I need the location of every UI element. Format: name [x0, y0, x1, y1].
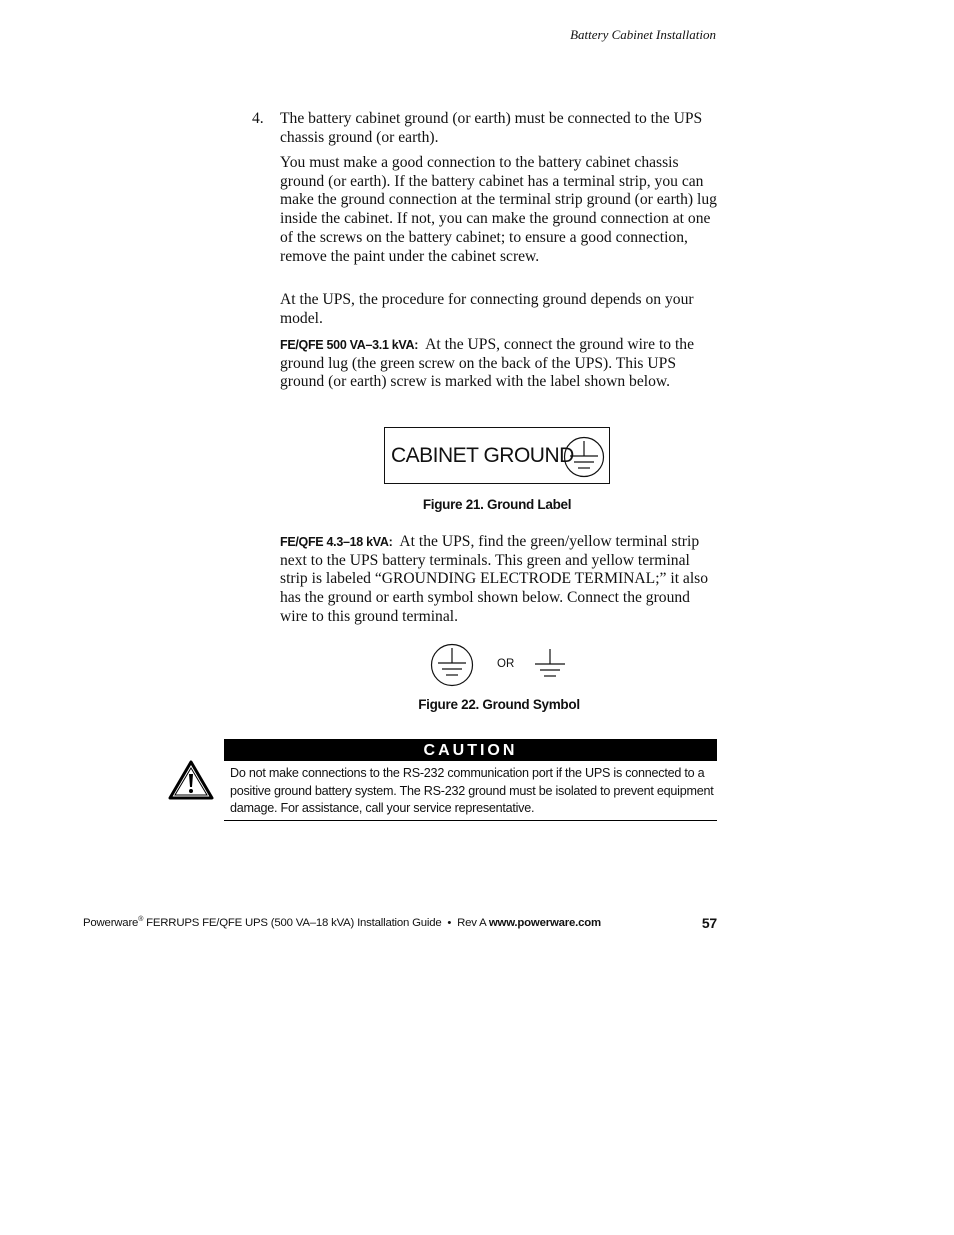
- page-number: 57: [701, 915, 717, 931]
- page-footer: [83, 916, 717, 929]
- paragraph-cabinet-ground: You must make a good connection to the battery cabinet chassis ground (or earth). If the battery cabinet has a terminal strip, you can make the ground connection at the terminal strip ground (or earth) lug inside the cabinet. If not, you can make the ground connection at one of the screws on the battery cabinet; to ensure a good connection, remove the paint under the cabinet screw.: [280, 154, 717, 265]
- running-header: Battery Cabinet Installation: [570, 27, 716, 42]
- model-text-500va: At the UPS, connect the ground wire to the ground lug (the green screw on the back of the UPS). This UPS ground (or earth) screw is marked with the label shown below.: [280, 336, 695, 391]
- ground-symbols: [430, 643, 570, 687]
- footer-brand: Powerware: [83, 916, 139, 929]
- caution-heading: CAUTION: [224, 739, 717, 761]
- step-text: The battery cabinet ground (or earth) must be connected to the UPS chassis ground (or earth).: [280, 110, 703, 146]
- earth-ground-icon: [533, 648, 567, 682]
- model-lead-4kva: FE/QFE 4.3–18 kVA:: [280, 535, 393, 549]
- cabinet-ground-label: [384, 427, 610, 484]
- protective-earth-icon: [430, 643, 474, 687]
- protective-earth-icon: [563, 436, 605, 478]
- step-number: 4.: [252, 110, 264, 127]
- warning-triangle-icon: [168, 760, 214, 800]
- registered-mark: ®: [138, 916, 144, 923]
- figure-22-caption: Figure 22. Ground Symbol: [418, 697, 580, 712]
- caution-text: Do not make connections to the RS-232 communication port if the UPS is connected to a positive ground battery system. The RS-232 ground must be isolated to prevent equipment damage. For assistance, call your service representative.: [230, 766, 714, 815]
- or-label: OR: [497, 658, 515, 670]
- footer-guide-title: FERRUPS FE/QFE UPS (500 VA–18 kVA) Installation Guide • Rev A: [143, 916, 489, 929]
- footer-url: www.powerware.com: [488, 916, 601, 929]
- paragraph-ups-procedure: At the UPS, the procedure for connecting ground depends on your model.: [280, 291, 694, 327]
- paragraph-500va-model: [280, 336, 720, 392]
- model-lead-500va: FE/QFE 500 VA–3.1 kVA:: [280, 338, 419, 352]
- figure-21-caption: Figure 21. Ground Label: [422, 497, 572, 512]
- model-text-4kva: At the UPS, find the green/yellow terminal strip next to the UPS battery terminals. This green and yellow terminal strip is labeled “GROUNDING ELECTRODE TERMINAL;” it also has the ground or earth symbol shown below. Connect the ground wire to this ground terminal.: [280, 533, 709, 625]
- caution-divider: [224, 820, 717, 821]
- paragraph-4kva-model: [280, 533, 720, 627]
- label-text: CABINET GROUND: [391, 444, 574, 467]
